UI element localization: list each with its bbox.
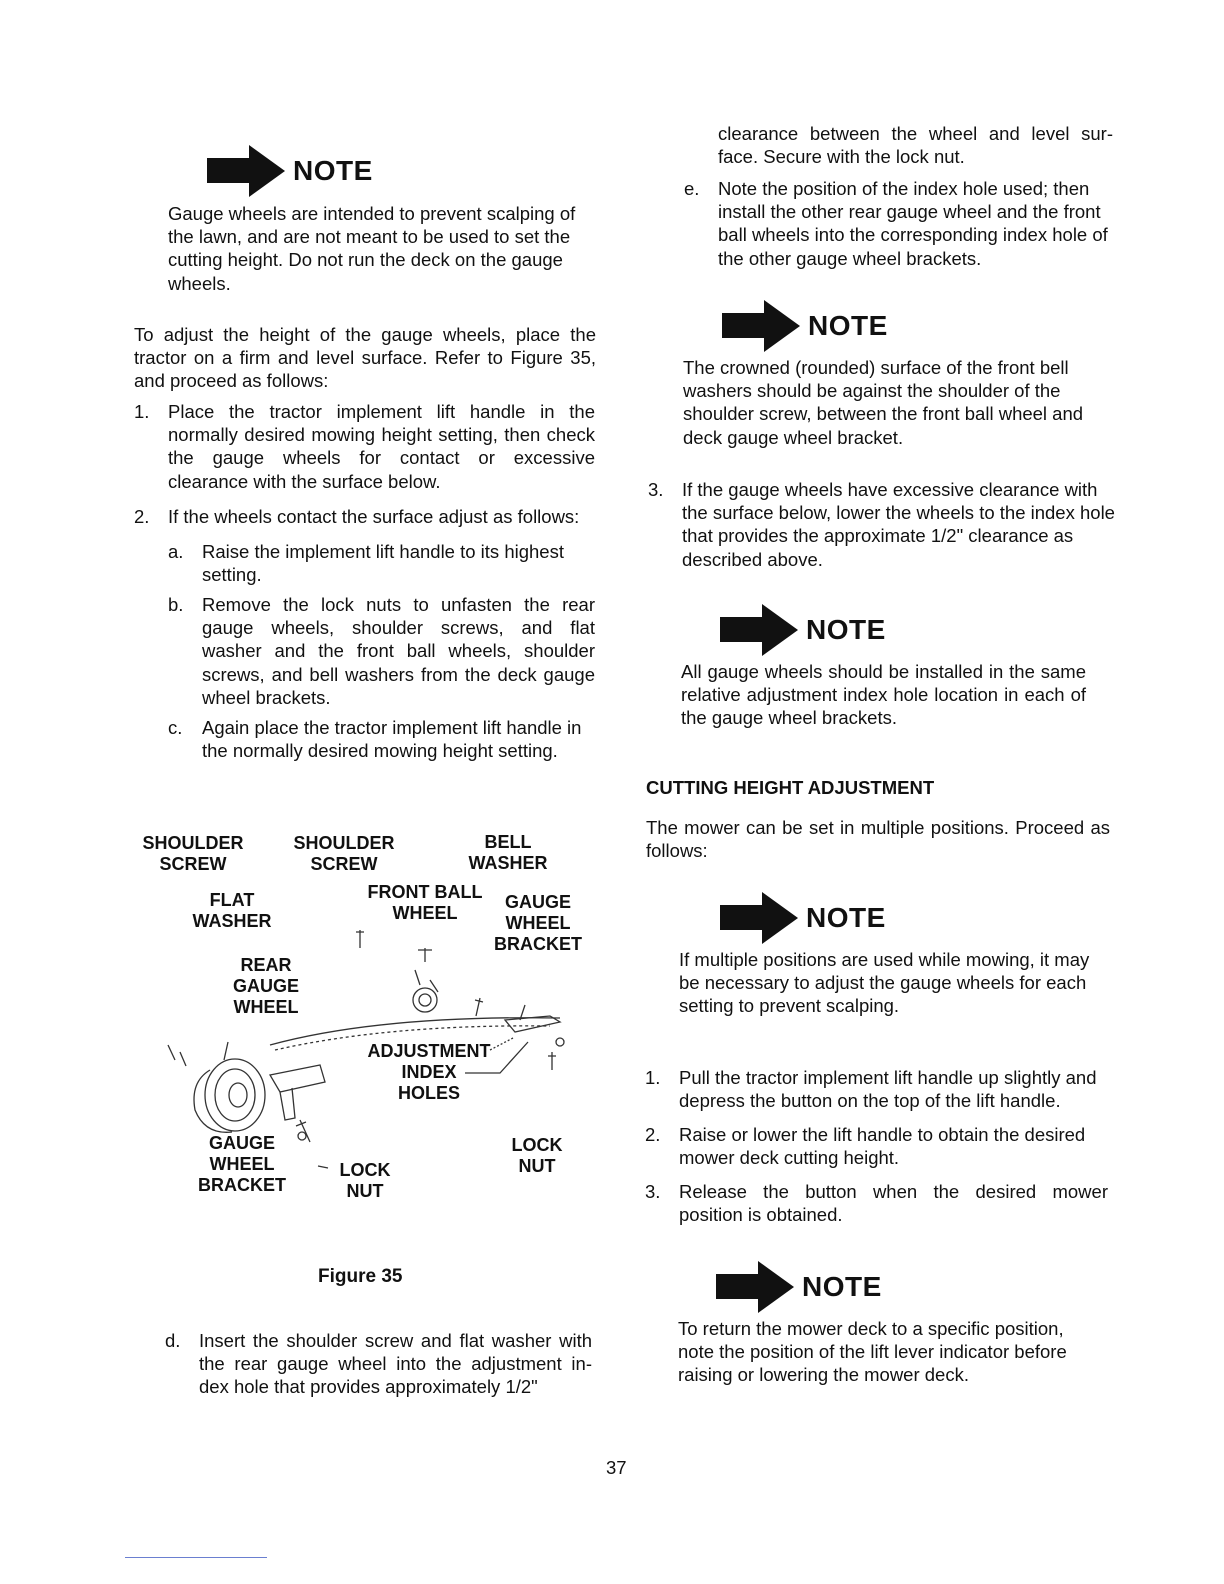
note-text: All gauge wheels should be installed in the same relative adjustment index hole location in each of the gauge wheel brackets. [681, 661, 1086, 729]
note-title: NOTE [293, 155, 373, 186]
substep-letter: e. [684, 178, 700, 199]
intro-paragraph: To adjust the height of the gauge wheels, place the tractor on a firm and level surface. Refer to Figure 35, and proceed as follows: [134, 324, 596, 392]
arrow-icon [722, 298, 802, 354]
step-number: 1. [645, 1067, 661, 1088]
step-text: Place the tractor implement lift handle in the normally desired mowing height setting, then check the gauge wheels for contact or excessive clearance with the surface below. [168, 401, 595, 492]
step-text: Pull the tractor implement lift handle up slightly and depress the button on the top of the lift handle. [679, 1067, 1097, 1112]
note-title: NOTE [806, 902, 886, 933]
note-header [720, 602, 886, 658]
step-text: If the wheels contact the surface adjust as follows: [168, 506, 580, 527]
cutting-intro: The mower can be set in multiple positions. Proceed as follows: [646, 817, 1110, 862]
label-bell-washer: BELL WASHER [468, 832, 548, 873]
arrow-icon [720, 602, 800, 658]
note-header [722, 298, 888, 354]
label-front-ball-wheel: FRONT BALL WHEEL [367, 882, 483, 923]
substep-letter: b. [168, 594, 184, 615]
step-number: 3. [645, 1181, 661, 1202]
arrow-icon [720, 890, 800, 946]
step-text: If the gauge wheels have excessive clearance with the surface below, lower the wheels to the index hole that provides the approximate 1/2" clearance as described above. [682, 479, 1115, 570]
label-gauge-wheel-bracket: GAUGE WHEEL BRACKET [198, 1133, 286, 1195]
label-flat-washer: FLAT WASHER [192, 890, 272, 931]
note-title: NOTE [802, 1271, 882, 1302]
note-title: NOTE [806, 614, 886, 645]
substep-letter: d. [165, 1330, 181, 1351]
label-gauge-wheel-bracket: GAUGE WHEEL BRACKET [494, 892, 582, 954]
note-title: NOTE [808, 310, 888, 341]
label-rear-gauge-wheel: REAR GAUGE WHEEL [232, 955, 299, 1017]
step-number: 2. [645, 1124, 661, 1145]
substep-text: Raise the implement lift handle to its highest setting. [202, 541, 564, 586]
figure-caption: Figure 35 [318, 1266, 403, 1287]
step-text: Raise or lower the lift handle to obtain the desired mower deck cutting height. [679, 1124, 1086, 1169]
note-header [207, 143, 373, 199]
note-header [716, 1259, 882, 1315]
substep-text: Insert the shoulder screw and flat washer with the rear gauge wheel into the adjustment in- dex hole that provides approximately 1/2" [199, 1330, 592, 1398]
step-text: Release the button when the desired mower position is obtained. [679, 1181, 1108, 1226]
substep-text: Note the position of the index hole used; then install the other rear gauge wheel and the front ball wheels into the corresponding index hole of the other gauge wheel brackets. [718, 178, 1108, 269]
step-number: 2. [134, 506, 150, 527]
substep-text: Remove the lock nuts to unfasten the rear gauge wheels, shoulder screws, and flat washer and the front ball wheels, shoulder screws, and bell washers from the deck gauge wheel brackets. [202, 594, 595, 708]
note-text: If multiple positions are used while mowing, it may be necessary to adjust the gauge wheels for each setting to prevent scalping. [679, 949, 1090, 1017]
label-lock-nut: LOCK NUT [339, 1160, 391, 1201]
label-shoulder-screw: SHOULDER SCREW [142, 833, 244, 874]
continued-text: clearance between the wheel and level sur- face. Secure with the lock nut. [718, 123, 1113, 168]
label-adjustment-index-holes: ADJUSTMENT INDEX HOLES [367, 1041, 491, 1103]
substep-letter: c. [168, 717, 183, 738]
figure-35 [120, 820, 600, 1220]
label-shoulder-screw: SHOULDER SCREW [293, 833, 395, 874]
arrow-icon [716, 1259, 796, 1315]
label-lock-nut: LOCK NUT [511, 1135, 563, 1176]
note-text: To return the mower deck to a specific position, note the position of the lift lever indicator before raising or lowering the mower deck. [678, 1318, 1067, 1386]
note-text: The crowned (rounded) surface of the front bell washers should be against the shoulder of the shoulder screw, between the front ball wheel and deck gauge wheel bracket. [683, 357, 1084, 448]
substep-letter: a. [168, 541, 184, 562]
substep-text: Again place the tractor implement lift handle in the normally desired mowing height setting. [202, 717, 582, 762]
step-number: 1. [134, 401, 150, 422]
footer-rule [125, 1557, 267, 1558]
arrow-icon [207, 143, 287, 199]
note-text: Gauge wheels are intended to prevent scalping of the lawn, and are not meant to be used to set the cutting height. Do not run the deck on the gauge wheels. [168, 203, 576, 294]
page-number: 37 [606, 1457, 627, 1478]
section-heading: CUTTING HEIGHT ADJUSTMENT [646, 777, 935, 798]
step-number: 3. [648, 479, 664, 500]
note-header [720, 890, 886, 946]
